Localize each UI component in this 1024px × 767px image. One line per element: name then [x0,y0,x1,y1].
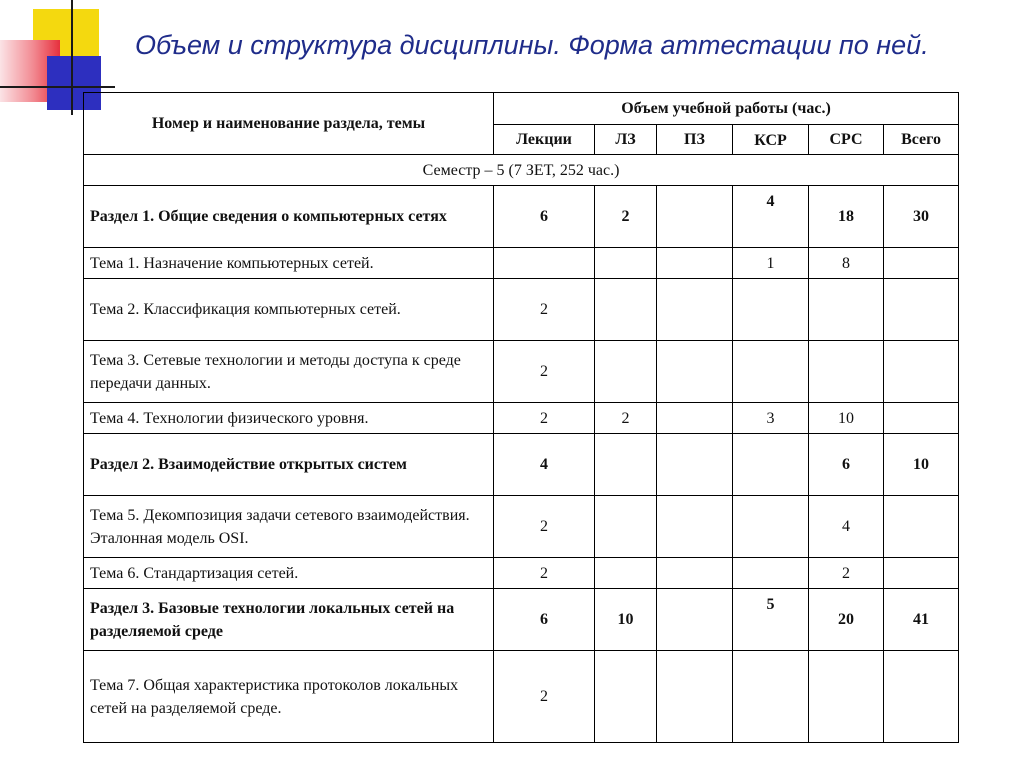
cell-ksr [733,341,809,403]
table-row [84,248,959,279]
cell-srs: 2 [809,558,884,589]
cell-lz [595,434,657,496]
table-row [84,589,959,651]
cell-ksr [733,279,809,341]
cell-pz [657,341,733,403]
row-name: Тема 5. Декомпозиция задачи сетевого взаимодействия. Эталонная модель OSI. [84,496,494,558]
table-row [84,341,959,403]
cell-lz [595,651,657,743]
row-name: Тема 6. Стандартизация сетей. [84,558,494,589]
row-name: Тема 2. Классификация компьютерных сетей. [84,279,494,341]
cell-lectures: 6 [494,589,595,651]
cell-total: 10 [884,434,959,496]
header-ksr: КСР [733,125,809,155]
cell-lz [595,341,657,403]
header-pz: ПЗ [657,125,733,155]
cell-srs: 4 [809,496,884,558]
decor-horizontal-line [0,86,115,88]
cell-ksr: 5 [733,589,809,651]
cell-srs: 10 [809,403,884,434]
cell-lz: 10 [595,589,657,651]
row-name: Раздел 2. Взаимодействие открытых систем [84,434,494,496]
cell-srs: 6 [809,434,884,496]
cell-srs [809,651,884,743]
cell-pz [657,558,733,589]
cell-lz [595,279,657,341]
cell-ksr [733,558,809,589]
cell-ksr [733,651,809,743]
cell-lz: 2 [595,403,657,434]
cell-ksr: 4 [733,186,809,248]
decor-vertical-line [71,0,73,115]
cell-ksr [733,496,809,558]
cell-pz [657,434,733,496]
table-row [84,496,959,558]
discipline-table [83,92,959,743]
cell-total [884,496,959,558]
cell-srs [809,279,884,341]
header-lectures: Лекции [494,125,595,155]
cell-lectures: 6 [494,186,595,248]
header-total: Всего [884,125,959,155]
table-row [84,434,959,496]
cell-lectures [494,248,595,279]
header-group: Объем учебной работы (час.) [494,93,959,125]
cell-total [884,651,959,743]
cell-pz [657,186,733,248]
row-name: Раздел 1. Общие сведения о компьютерных сетях [84,186,494,248]
cell-lectures: 2 [494,496,595,558]
header-srs: СРС [809,125,884,155]
slide-title: Объем и структура дисциплины. Форма аттестации по ней. [135,30,929,60]
cell-srs: 8 [809,248,884,279]
cell-pz [657,496,733,558]
cell-total [884,341,959,403]
cell-lz [595,496,657,558]
cell-srs [809,341,884,403]
cell-total [884,248,959,279]
table-row [84,651,959,743]
cell-srs: 18 [809,186,884,248]
cell-pz [657,403,733,434]
cell-ksr: 1 [733,248,809,279]
cell-lectures: 4 [494,434,595,496]
table-row [84,186,959,248]
semester-row: Семестр – 5 (7 ЗЕТ, 252 час.) [84,155,959,186]
cell-srs: 20 [809,589,884,651]
cell-pz [657,651,733,743]
table-row [84,279,959,341]
row-name: Раздел 3. Базовые технологии локальных сетей на разделяемой среде [84,589,494,651]
cell-pz [657,248,733,279]
cell-pz [657,279,733,341]
cell-lectures: 2 [494,279,595,341]
cell-total [884,403,959,434]
cell-lz [595,558,657,589]
cell-ksr: 3 [733,403,809,434]
cell-total: 41 [884,589,959,651]
cell-lz [595,248,657,279]
cell-ksr [733,434,809,496]
cell-lz: 2 [595,186,657,248]
row-name: Тема 1. Назначение компьютерных сетей. [84,248,494,279]
table-row [84,558,959,589]
cell-total [884,558,959,589]
cell-total [884,279,959,341]
cell-lectures: 2 [494,403,595,434]
header-section: Номер и наименование раздела, темы [84,93,494,155]
row-name: Тема 7. Общая характеристика протоколов локальных сетей на разделяемой среде. [84,651,494,743]
row-name: Тема 3. Сетевые технологии и методы доступа к среде передачи данных. [84,341,494,403]
cell-lectures: 2 [494,651,595,743]
cell-total: 30 [884,186,959,248]
cell-lectures: 2 [494,341,595,403]
table-row [84,403,959,434]
cell-lectures: 2 [494,558,595,589]
row-name: Тема 4. Технологии физического уровня. [84,403,494,434]
cell-pz [657,589,733,651]
header-lz: ЛЗ [595,125,657,155]
